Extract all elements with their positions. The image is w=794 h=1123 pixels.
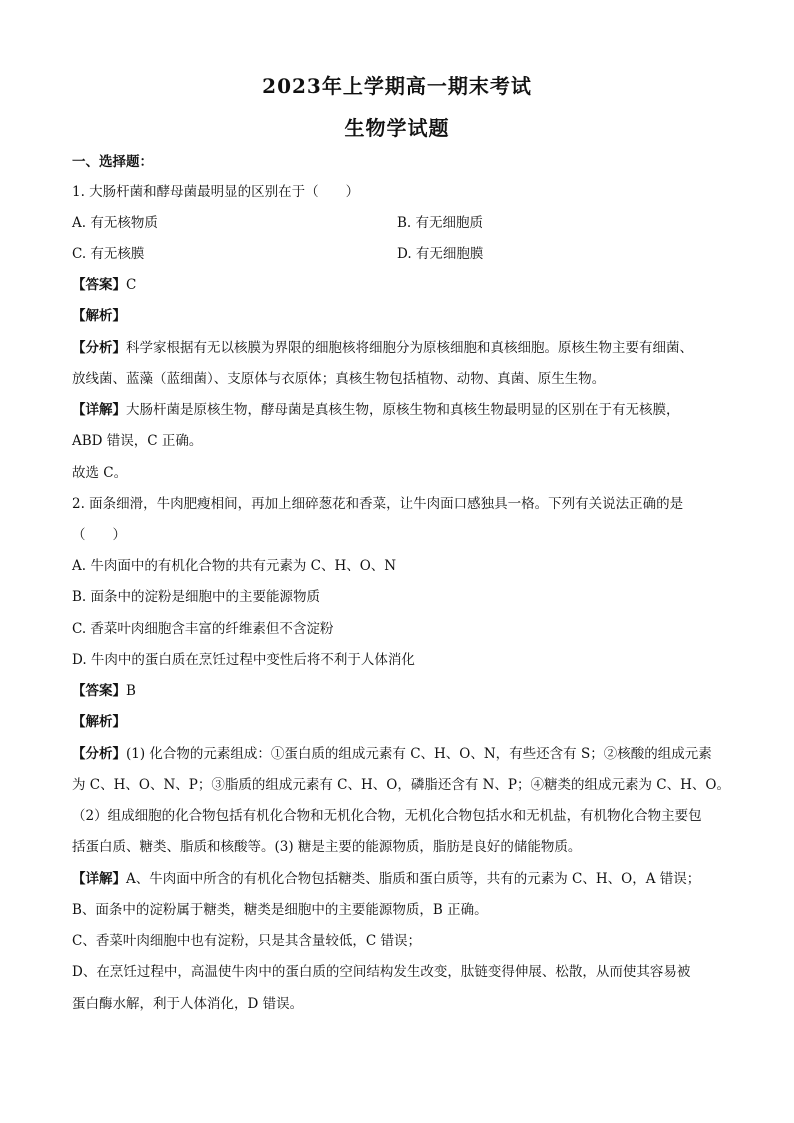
- q2-answer: [72, 681, 732, 701]
- exam-title: 2023年上学期高一期末考试: [262, 74, 532, 98]
- q2-xiangjie-line-2: B、面条中的淀粉属于糖类，糖类是细胞中的主要能源物质，B 正确。: [72, 902, 488, 918]
- q1-fenxi-line-1: [72, 338, 732, 358]
- q1-analysis-tag: 【解析】: [72, 308, 126, 324]
- q2-option-c: C. 香菜叶肉细胞含丰富的纤维素但不含淀粉: [72, 621, 334, 637]
- q2-answer-value: B: [126, 683, 136, 699]
- q1-xiangjie-line-1: [72, 400, 732, 420]
- q2-option-d: D. 牛肉中的蛋白质在烹饪过程中变性后将不利于人体消化: [72, 652, 415, 668]
- section-heading: 一、选择题：: [72, 154, 153, 170]
- q1-answer-tag: 【答案】: [72, 277, 126, 293]
- q1-conclusion: 故选 C。: [72, 465, 128, 481]
- q2-xiangjie-text-1: A、牛肉面中所含的有机化合物包括糖类、脂质和蛋白质等，共有的元素为 C、H、O，A 错误；: [126, 871, 701, 887]
- q1-option-a: A. 有无核物质: [72, 215, 158, 231]
- q1-xiangjie-tag: 【详解】: [72, 402, 126, 418]
- q2-option-a: A. 牛肉面中的有机化合物的共有元素为 C、H、O、N: [72, 558, 397, 574]
- q1-stem: 1. 大肠杆菌和酵母菌最明显的区别在于（ ）: [72, 184, 360, 200]
- q2-answer-tag: 【答案】: [72, 683, 126, 699]
- q1-answer-value: C: [126, 277, 137, 293]
- q2-option-b: B. 面条中的淀粉是细胞中的主要能源物质: [72, 589, 321, 605]
- exam-subtitle: 生物学试题: [344, 116, 450, 140]
- q2-fenxi-tag: 【分析】: [72, 746, 126, 762]
- q1-xiangjie-text-1: 大肠杆菌是原核生物，酵母菌是真核生物，原核生物和真核生物最明显的区别在于有无核膜，: [126, 402, 680, 418]
- q1-fenxi-line-2: 放线菌、蓝藻（蓝细菌）、支原体与衣原体；真核生物包括植物、动物、真菌、原生生物。: [72, 371, 606, 387]
- q1-xiangjie-line-2: ABD 错误，C 正确。: [72, 433, 203, 449]
- q2-fenxi-line-3: （2）组成细胞的化合物包括有机化合物和无机化合物，无机化合物包括水和无机盐，有机物化合物主要包: [72, 808, 702, 824]
- q2-fenxi-line-1: [72, 744, 732, 764]
- q2-fenxi-line-2: 为 C、H、O、N、P；③脂质的组成元素有 C、H、O，磷脂还含有 N、P；④糖类的组成元素为 C、H、O。: [72, 777, 730, 793]
- q2-fenxi-line-4: 括蛋白质、糖类、脂质和核酸等。(3) 糖是主要的能源物质，脂肪是良好的储能物质。: [72, 839, 582, 855]
- q1-answer: [72, 275, 732, 295]
- q2-xiangjie-tag: 【详解】: [72, 871, 126, 887]
- q1-option-c: C. 有无核膜: [72, 246, 145, 262]
- q2-analysis-tag: 【解析】: [72, 714, 126, 730]
- q2-stem-line-2: （ ）: [72, 527, 126, 543]
- q2-fenxi-text-1: (1) 化合物的元素组成：①蛋白质的组成元素有 C、H、O、N，有些还含有 S；②核酸的组成元素: [126, 746, 712, 762]
- q2-xiangjie-line-1: [72, 869, 732, 889]
- q1-option-d: D. 有无细胞膜: [397, 246, 484, 262]
- q2-xiangjie-line-4: D、在烹饪过程中，高温使牛肉中的蛋白质的空间结构发生改变，肽链变得伸展、松散，从而使其容易被: [72, 964, 691, 980]
- q1-fenxi-tag: 【分析】: [72, 340, 126, 356]
- q1-option-b: B. 有无细胞质: [397, 215, 484, 231]
- q2-xiangjie-line-3: C、香菜叶肉细胞中也有淀粉，只是其含量较低，C 错误；: [72, 933, 421, 949]
- q1-fenxi-text-1: 科学家根据有无以核膜为界限的细胞核将细胞分为原核细胞和真核细胞。原核生物主要有细菌、: [126, 340, 693, 356]
- q2-xiangjie-line-5: 蛋白酶水解，利于人体消化，D 错误。: [72, 996, 304, 1012]
- q2-stem-line-1: 2. 面条细滑，牛肉肥瘦相间，再加上细碎葱花和香菜，让牛肉面口感独具一格。下列有关说法正确的是: [72, 496, 684, 512]
